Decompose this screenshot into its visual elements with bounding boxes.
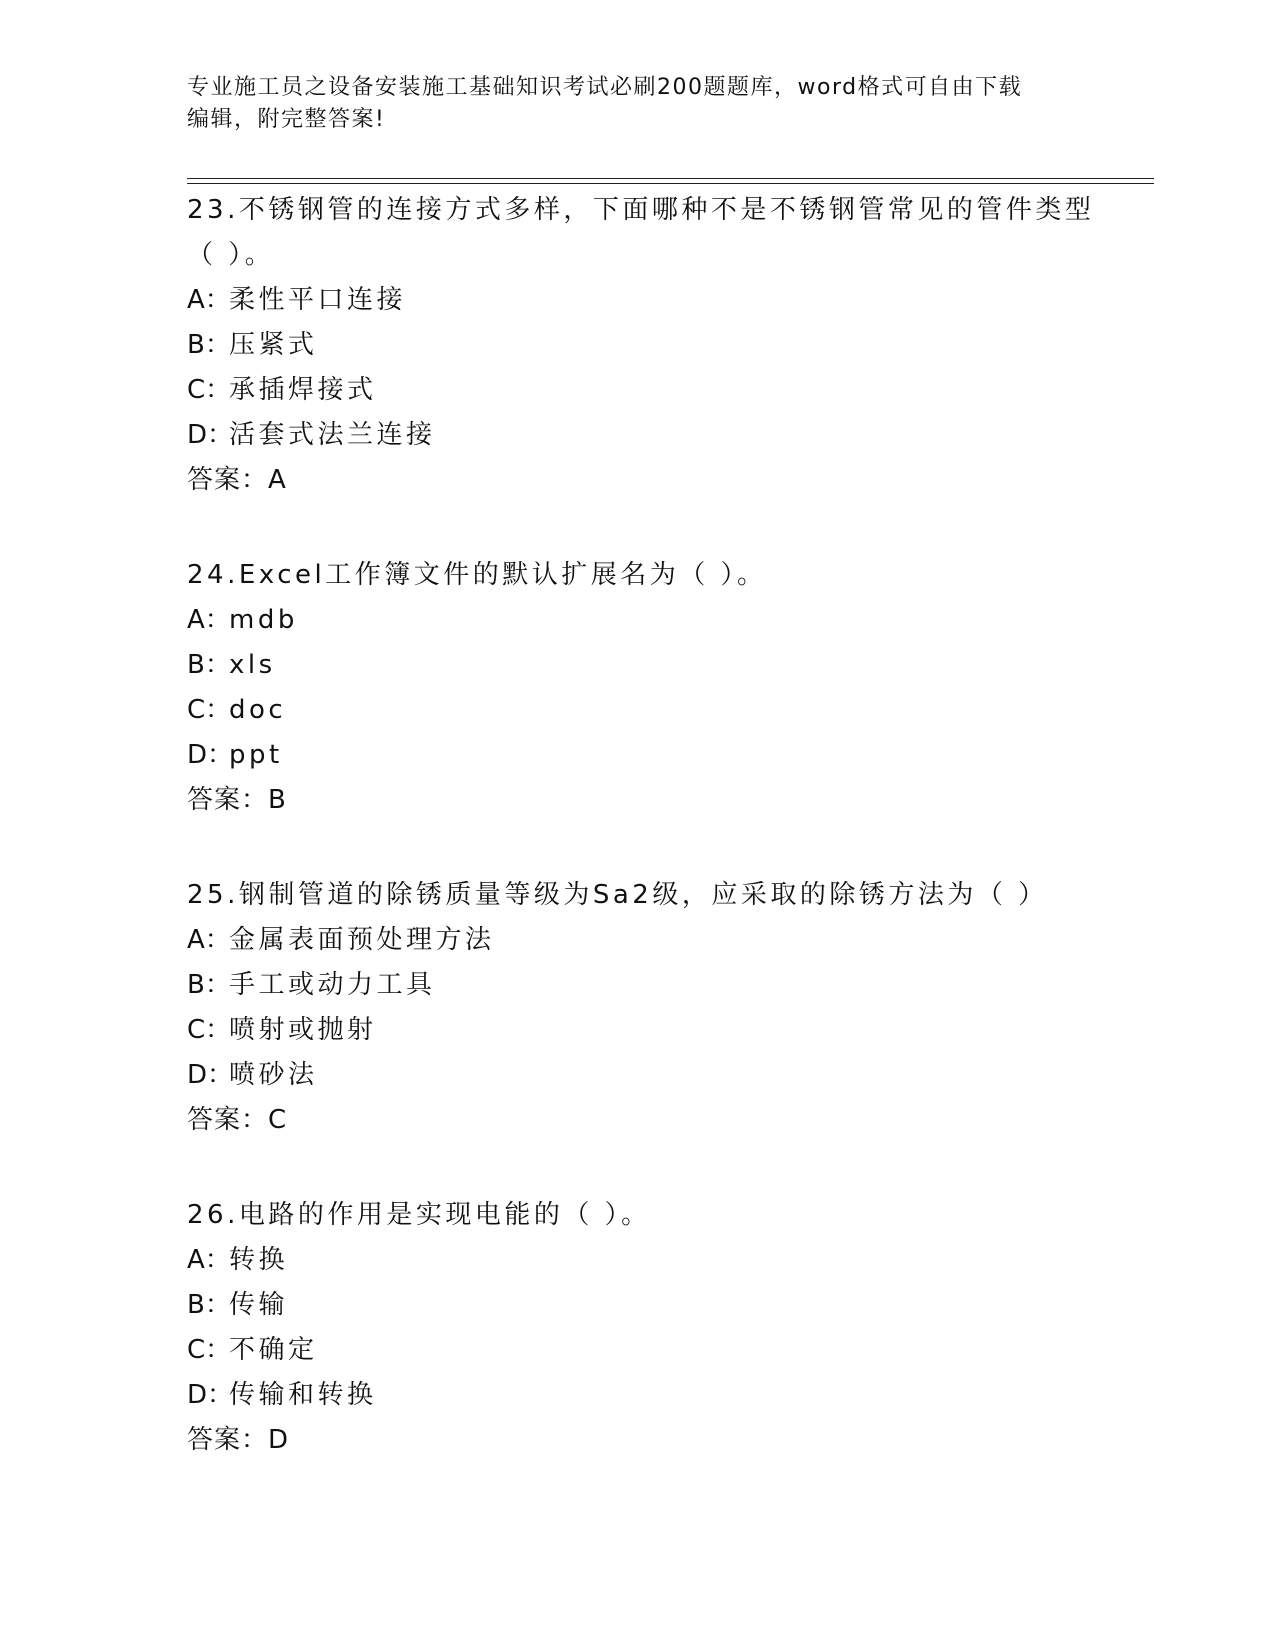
option-text: ppt (229, 740, 283, 770)
option-d (187, 1373, 1087, 1418)
header-divider-top (187, 178, 1154, 179)
option-letter: D： (187, 420, 234, 450)
option-c (187, 368, 1087, 413)
option-text: 不确定 (229, 1335, 318, 1365)
option-b (187, 643, 1087, 688)
option-d (187, 413, 1087, 458)
question-stem: 25.钢制管道的除锈质量等级为Sa2级，应采取的除锈方法为（ ） (187, 880, 1048, 910)
option-d (187, 1053, 1087, 1098)
option-b (187, 1283, 1087, 1328)
option-letter: B： (187, 330, 231, 360)
option-b (187, 323, 1087, 368)
option-a (187, 1238, 1087, 1283)
option-c (187, 1008, 1087, 1053)
option-d (187, 733, 1087, 778)
option-c (187, 1328, 1087, 1373)
answer-line: 答案：A (187, 465, 287, 495)
option-text: 柔性平口连接 (229, 285, 407, 315)
option-text: 活套式法兰连接 (229, 420, 436, 450)
option-text: 压紧式 (229, 330, 318, 360)
option-letter: A： (187, 925, 231, 955)
option-letter: A： (187, 605, 231, 635)
option-letter: A： (187, 1245, 231, 1275)
option-text: 承插焊接式 (229, 375, 377, 405)
option-letter: C： (187, 695, 232, 725)
header-divider-bottom (187, 183, 1154, 184)
question-24 (187, 553, 1087, 823)
document-header (187, 72, 1087, 136)
option-text: mdb (229, 605, 298, 635)
option-text: 金属表面预处理方法 (229, 925, 495, 955)
question-stem: 26.电路的作用是实现电能的（ ）。 (187, 1200, 651, 1230)
option-text: 喷射或抛射 (229, 1015, 377, 1045)
option-text: 转换 (229, 1245, 289, 1275)
question-stem: 24.Excel工作簿文件的默认扩展名为（ ）。 (187, 560, 767, 590)
question-stem-continued: （ ）。 (187, 240, 275, 270)
option-b (187, 963, 1087, 1008)
option-letter: B： (187, 1290, 231, 1320)
header-line-2: 编辑，附完整答案! (187, 107, 386, 132)
answer-line: 答案：D (187, 1425, 290, 1455)
option-letter: C： (187, 375, 232, 405)
option-letter: B： (187, 650, 231, 680)
option-letter: D： (187, 1060, 234, 1090)
option-text: 传输 (229, 1290, 289, 1320)
option-a (187, 918, 1087, 963)
answer-line: 答案：C (187, 1105, 288, 1135)
option-c (187, 688, 1087, 733)
header-line-1: 专业施工员之设备安装施工基础知识考试必刷200题题库，word格式可自由下载 (187, 75, 1023, 100)
option-a (187, 278, 1087, 323)
option-letter: D： (187, 1380, 234, 1410)
option-letter: B： (187, 970, 231, 1000)
option-text: 手工或动力工具 (229, 970, 436, 1000)
option-letter: A： (187, 285, 231, 315)
option-text: doc (229, 695, 287, 725)
option-text: 传输和转换 (229, 1380, 377, 1410)
question-stem: 23.不锈钢管的连接方式多样，下面哪种不是不锈钢管常见的管件类型 (187, 195, 1095, 225)
option-letter: C： (187, 1015, 232, 1045)
option-text: xls (229, 650, 276, 680)
option-letter: C： (187, 1335, 232, 1365)
question-26 (187, 1193, 1087, 1463)
answer-line: 答案：B (187, 785, 287, 815)
question-23 (187, 188, 1095, 503)
option-text: 喷砂法 (229, 1060, 318, 1090)
question-25 (187, 873, 1087, 1143)
option-letter: D： (187, 740, 234, 770)
option-a (187, 598, 1087, 643)
